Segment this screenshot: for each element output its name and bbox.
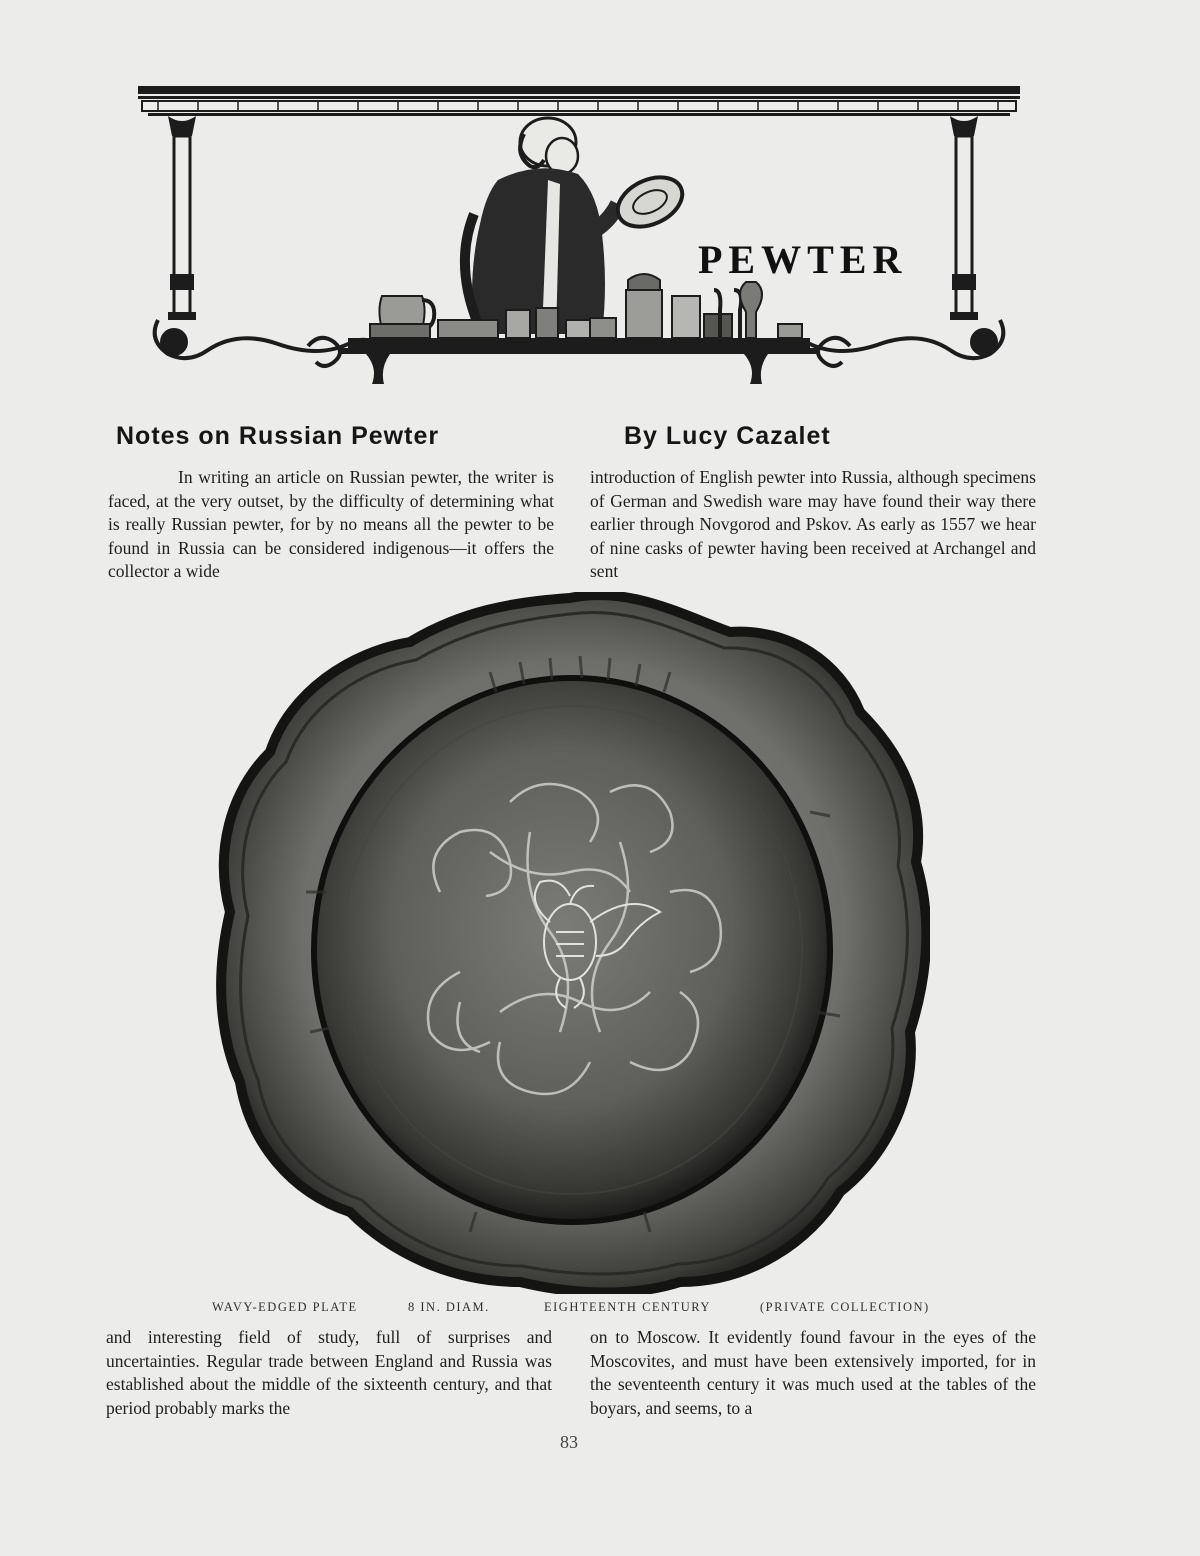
column-right-top [590,466,1036,584]
paragraph: introduction of English pewter into Russia, although specimens of German and Swedish ware may have found their way there earlier through Novgorod and Pskov. As early as 1557 we hear of nine casks of pewter having been received at Archangel and sent [590,467,1036,581]
paragraph: on to Moscow. It evidently found favour in the eyes of the Moscovites, and must have been extensively imported, for in the seventeenth century it was much used at the tables of the boyars, and seems, to a [590,1327,1036,1418]
paragraph: and interesting field of study, full of surprises and uncertainties. Regular trade between England and Russia was established about the middle of the sixteenth century, and that period probably marks the [106,1327,552,1418]
left-pillar [168,116,196,320]
column-left-top [108,466,554,584]
caption-subject: WAVY-EDGED PLATE [212,1300,358,1314]
column-left-bottom [106,1326,552,1420]
paragraph: In writing an article on Russian pewter, the writer is faced, at the very outset, by the difficulty of determining what is really Russian pewter, for by no means all the pewter to be found in Russia can be considered indigenous—it offers the collector a wide [108,467,554,581]
caption-date: EIGHTEENTH CENTURY [544,1300,711,1314]
caption-size: 8 IN. DIAM. [408,1300,490,1314]
cornice-top [138,86,1020,94]
byline: By Lucy Cazalet [624,422,831,450]
article-title: Notes on Russian Pewter [116,422,440,450]
caption-collection: (PRIVATE COLLECTION) [760,1300,930,1314]
column-right-bottom [590,1326,1036,1420]
pewter-heading: PEWTER [698,237,908,282]
page-number: 83 [560,1432,578,1452]
plate-well [314,678,830,1222]
shelf [338,338,820,384]
wavy-edged-plate-photo [210,592,930,1294]
right-pillar [950,116,978,320]
left-scroll-ornament [155,320,378,366]
right-scroll-ornament [780,320,1003,366]
